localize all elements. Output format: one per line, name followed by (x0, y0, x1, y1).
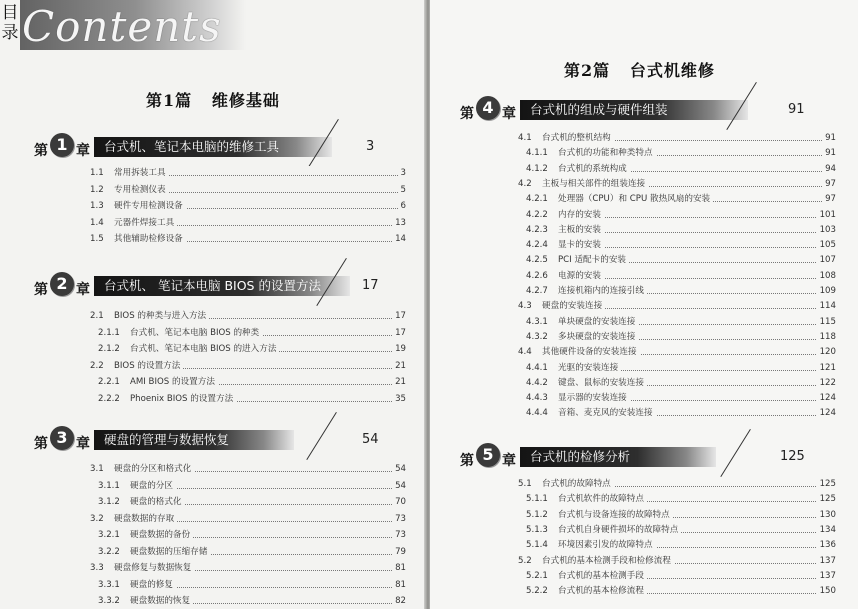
chapter-page-number: 17 (362, 278, 379, 293)
toc-entry-page: 107 (817, 253, 836, 267)
toc-entry-title: 台式机的系统构成 (558, 162, 630, 176)
toc-entry[interactable] (526, 584, 836, 598)
toc-entry-title: 其他硬件设备的安装连接 (542, 345, 640, 359)
toc-entry-number: 4.3.1 (526, 316, 548, 327)
toc-entry-page: 120 (817, 345, 836, 359)
toc-entry-number: 4.2.2 (526, 209, 548, 220)
toc-entry-number: 4.4.4 (526, 408, 548, 419)
toc-entry-title: BIOS 的种类与进入方法 (114, 309, 209, 323)
chapter-number-badge: 4 (476, 96, 500, 120)
toc-entry-number: 4.1.2 (526, 163, 548, 174)
toc-entry-number: 4.2 (518, 178, 532, 189)
toc-entry-title: 台式机的整机结构 (542, 131, 614, 145)
toc-entry-number: 1.1 (90, 168, 104, 178)
toc-entry-page: 5 (398, 183, 406, 197)
toc-entry-title: 连接机箱内的连接引线 (558, 284, 647, 298)
chapter-number-badge: 3 (50, 426, 74, 450)
toc-entry-title: 硬盘的分区 (130, 479, 176, 493)
toc-entry-number: 4.2.3 (526, 224, 548, 235)
toc-entry-title: 电源的安装 (558, 269, 604, 283)
toc-entry-number: 4.4.1 (526, 362, 548, 373)
toc-entry-page: 6 (398, 199, 406, 213)
toc-entry-number: 4.4.3 (526, 393, 548, 404)
toc-entry-page: 105 (817, 238, 836, 252)
toc-entry-number: 3.1.2 (98, 497, 120, 507)
chapter-title: 台式机的检修分析 (520, 447, 716, 467)
chapter-page-number: 91 (788, 102, 805, 117)
toc-entry-title: Phoenix BIOS 的设置方法 (130, 392, 236, 406)
toc-entry-number: 3.2.1 (98, 530, 120, 540)
toc-entry-number: 2.2 (90, 360, 104, 371)
toc-entry-number: 2.1.1 (98, 327, 120, 338)
toc-entry-number: 3.3 (90, 563, 104, 573)
toc-entry-page: 101 (817, 208, 836, 222)
toc-entry-page: 115 (817, 315, 836, 329)
toc-entry-page: 82 (392, 594, 406, 608)
toc-entry-title: 多块硬盘的安装连接 (558, 330, 638, 344)
toc-entry-number: 1.5 (90, 234, 104, 244)
toc-entry-title: 台式机的基本检修流程 (558, 584, 647, 598)
contents-heading: Contents (22, 2, 222, 51)
toc-entry-title: 硬盘修复与数据恢复 (114, 561, 194, 575)
toc-entry-page: 122 (817, 376, 836, 390)
chapter-suffix: 章 (76, 282, 90, 298)
toc-entry-number: 3.1.1 (98, 480, 120, 491)
left-page (0, 0, 426, 609)
toc-entry-title: 单块硬盘的安装连接 (558, 315, 638, 329)
toc-entry-title: 硬件专用检测设备 (114, 199, 186, 213)
toc-entry-page: 114 (817, 299, 836, 313)
chapter-number-badge: 2 (50, 272, 74, 296)
toc-entry-number: 2.2.1 (98, 377, 120, 387)
toc-entry-title: BIOS 的设置方法 (114, 359, 183, 373)
toc-entry-number: 5.1 (518, 479, 532, 489)
chapter-number-badge: 1 (50, 133, 74, 157)
toc-entry-title: 台式机自身硬件损坏的故障特点 (558, 523, 681, 537)
toc-entry-page: 97 (822, 192, 836, 206)
toc-entry-page: 13 (392, 216, 406, 230)
chapter-title: 硬盘的管理与数据恢复 (94, 430, 294, 450)
toc-entry-page: 91 (822, 131, 836, 145)
toc-entry-page: 137 (817, 554, 836, 568)
toc-entry-title: 台式机、笔记本电脑 BIOS 的种类 (130, 326, 262, 340)
toc-entry-number: 1.4 (90, 217, 104, 228)
toc-entry-title: 硬盘数据的备份 (130, 528, 193, 542)
toc-entry[interactable] (98, 594, 406, 608)
chapter-page-number: 3 (366, 139, 375, 154)
toc-entry-page: 73 (392, 528, 406, 542)
chapter-prefix: 第 (34, 436, 48, 452)
toc-entry-number: 4.1.1 (526, 148, 548, 159)
toc-entry-title: 显示器的安装连接 (558, 391, 630, 405)
chapter-number-badge: 5 (476, 443, 500, 467)
toc-entry-title: 主板与相关部件的组装连接 (542, 177, 648, 191)
toc-entry-page: 124 (817, 406, 836, 420)
chapter-prefix: 第 (34, 143, 48, 159)
toc-entry-title: 键盘、鼠标的安装连接 (558, 376, 647, 390)
part-title: 第2篇 台式机维修 (564, 61, 715, 80)
toc-entry-page: 118 (817, 330, 836, 344)
toc-entry-number: 4.1 (518, 133, 532, 143)
toc-entry-title: 其他辅助检修设备 (114, 232, 186, 246)
toc-entry-number: 5.2 (518, 555, 532, 566)
toc-entry-title: 环境因素引发的故障特点 (558, 538, 656, 552)
toc-entry-number: 2.1.2 (98, 344, 120, 354)
chapter-page-number: 125 (780, 449, 805, 464)
toc-entry-number: 4.2.4 (526, 240, 548, 251)
toc-entry[interactable] (90, 232, 406, 246)
chapter-page-number: 54 (362, 432, 379, 447)
toc-entry-number: 1.2 (90, 184, 104, 195)
chapter-title: 台式机的组成与硬件组装 (520, 100, 748, 120)
part-title: 第1篇 维修基础 (146, 91, 280, 110)
toc-entry-number: 2.2.2 (98, 393, 120, 404)
chapter-prefix: 第 (460, 106, 474, 122)
toc-entry-page: 70 (392, 495, 406, 509)
toc-entry-number: 4.2.5 (526, 255, 548, 266)
chapter-suffix: 章 (502, 453, 516, 469)
toc-entry-page: 136 (817, 538, 836, 552)
toc-entry-number: 1.3 (90, 201, 104, 211)
toc-entry-title: 硬盘的分区和格式化 (114, 462, 194, 476)
toc-entry-page: 121 (817, 361, 836, 375)
toc-entry-page: 14 (392, 232, 406, 246)
toc-entry-page: 125 (817, 492, 836, 506)
toc-entry-page: 54 (392, 479, 406, 493)
toc-entry-title: 硬盘的格式化 (130, 495, 185, 509)
toc-entry-title: 台式机与设备连接的故障特点 (558, 508, 673, 522)
toc-entry-page: 21 (392, 375, 406, 389)
chapter-suffix: 章 (76, 436, 90, 452)
toc-entry-number: 3.2.2 (98, 546, 120, 557)
toc-entry-page: 91 (822, 146, 836, 160)
toc-entry-page: 35 (392, 392, 406, 406)
toc-entry-title: 专用检测仪表 (114, 183, 169, 197)
toc-entry-page: 17 (392, 309, 406, 323)
toc-entry-number: 3.1 (90, 464, 104, 474)
contents-banner (0, 0, 246, 50)
toc-entry-title: 台式机的故障特点 (542, 477, 614, 491)
toc-entry-page: 103 (817, 223, 836, 237)
toc-entry-page: 19 (392, 342, 406, 356)
toc-entry-page: 134 (817, 523, 836, 537)
toc-entry-number: 4.2.1 (526, 194, 548, 205)
chapter-prefix: 第 (34, 282, 48, 298)
toc-entry-title: 主板的安装 (558, 223, 604, 237)
toc-entry-number: 4.3.2 (526, 331, 548, 342)
toc-entry-number: 4.2.6 (526, 270, 548, 281)
toc-entry-title: 台式机软件的故障特点 (558, 492, 647, 506)
toc-entry-title: 处理器（CPU）和 CPU 散热风扇的安装 (558, 192, 713, 206)
right-page (430, 0, 858, 609)
toc-entry-number: 5.1.2 (526, 509, 548, 520)
toc-entry-title: 元器件焊接工具 (114, 216, 177, 230)
toc-entry-number: 5.1.4 (526, 540, 548, 551)
toc-entry-page: 150 (817, 584, 836, 598)
toc-entry-page: 125 (817, 477, 836, 491)
toc-entry-number: 4.2.7 (526, 286, 548, 296)
chapter-prefix: 第 (460, 453, 474, 469)
toc-entry-page: 21 (392, 359, 406, 373)
mulu-label: 目录 (0, 0, 20, 50)
toc-entry-title: 显卡的安装 (558, 238, 604, 252)
toc-entry-title: 常用拆装工具 (114, 166, 169, 180)
toc-entry-title: 台式机的基本检测手段 (558, 569, 647, 583)
chapter-title: 台式机、笔记本电脑的维修工具 (94, 137, 332, 157)
toc-entry-page: 81 (392, 578, 406, 592)
toc-entry-page: 17 (392, 326, 406, 340)
toc-entry-title: 硬盘数据的压缩存储 (130, 545, 210, 559)
toc-entry-page: 73 (392, 512, 406, 526)
toc-entry-number: 5.1.1 (526, 494, 548, 505)
toc-entry-page: 54 (392, 462, 406, 476)
toc-entry-title: 硬盘的修复 (130, 578, 176, 592)
toc-entry-title: 硬盘数据的存取 (114, 512, 177, 526)
toc-entry-title: 音箱、麦克风的安装连接 (558, 406, 656, 420)
toc-entry[interactable] (98, 392, 406, 406)
toc-entry-title: PCI 适配卡的安装 (558, 253, 629, 267)
toc-entry-number: 3.3.2 (98, 596, 120, 606)
toc-entry-page: 137 (817, 569, 836, 583)
chapter-suffix: 章 (502, 106, 516, 122)
toc-entry-title: 台式机、笔记本电脑 BIOS 的进入方法 (130, 342, 279, 356)
toc-entry-page: 124 (817, 391, 836, 405)
toc-entry-number: 2.1 (90, 311, 104, 321)
chapter-suffix: 章 (76, 143, 90, 159)
toc-entry-title: 内存的安装 (558, 208, 604, 222)
toc-entry-number: 4.4.2 (526, 377, 548, 388)
toc-entry-number: 5.1.3 (526, 524, 548, 535)
chapter-title: 台式机、 笔记本电脑 BIOS 的设置方法 (94, 276, 350, 296)
toc-entry-title: 光驱的安装连接 (558, 361, 621, 375)
toc-entry-title: 硬盘的安装连接 (542, 299, 605, 313)
toc-entry-title: 硬盘数据的恢复 (130, 594, 193, 608)
toc-entry-title: 台式机的基本检测手段和检修流程 (542, 554, 674, 568)
toc-entry-page: 94 (822, 162, 836, 176)
toc-entry-page: 3 (398, 166, 406, 180)
toc-entry-number: 3.3.1 (98, 579, 120, 590)
toc-entry-page: 108 (817, 269, 836, 283)
toc-entry-number: 5.2.1 (526, 570, 548, 581)
toc-entry-number: 5.2.2 (526, 586, 548, 597)
toc-entry-page: 79 (392, 545, 406, 559)
toc-entry-number: 4.4 (518, 347, 532, 358)
toc-entry-title: 台式机的功能和种类特点 (558, 146, 656, 160)
toc-entry-page: 81 (392, 561, 406, 575)
toc-entry-page: 109 (817, 284, 836, 298)
toc-entry[interactable] (526, 406, 836, 420)
toc-entry-page: 97 (822, 177, 836, 191)
toc-entry-title: AMI BIOS 的设置方法 (130, 375, 218, 389)
toc-entry-page: 130 (817, 508, 836, 522)
toc-entry-number: 3.2 (90, 513, 104, 524)
toc-entry-number: 4.3 (518, 301, 532, 312)
